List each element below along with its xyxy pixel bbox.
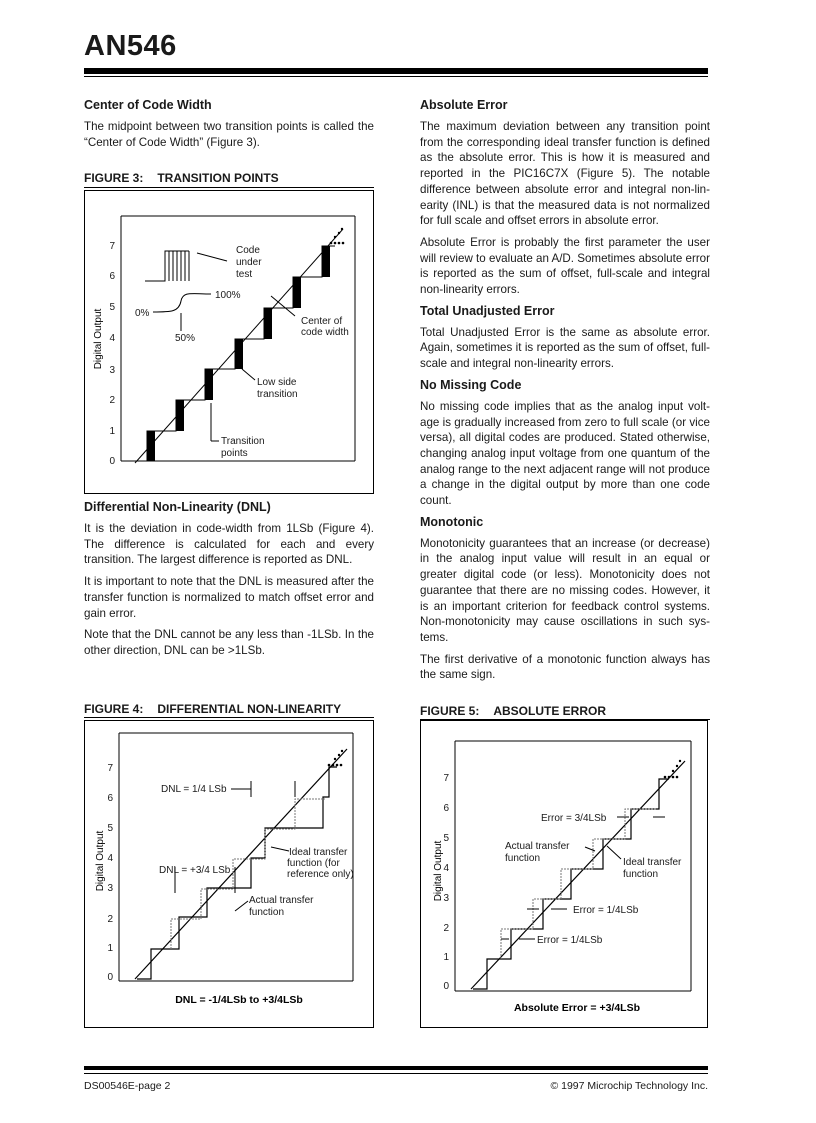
footer-copyright: © 1997 Microchip Technology Inc.: [550, 1080, 708, 1092]
figure-title: TRANSITION POINTS: [157, 171, 279, 185]
y-tick-label: 6: [109, 271, 115, 282]
figure-3-box: [84, 190, 374, 494]
y-axis-label: Digital Output: [93, 308, 104, 370]
y-tick-label: 2: [443, 923, 449, 934]
section-heading-no-missing-code: No Missing Code: [420, 377, 522, 392]
section-heading-monotonic: Monotonic: [420, 514, 484, 529]
header-rule: [84, 68, 708, 74]
annotation-transition-points: Transition: [221, 436, 265, 447]
leader-line: [242, 369, 255, 380]
annotation-code: Code: [236, 245, 260, 256]
actual-transfer-function: [473, 779, 669, 989]
y-tick-label: 4: [107, 853, 113, 864]
annotation-actual-2: function: [505, 853, 541, 864]
y-tick-label: 3: [107, 883, 113, 894]
section-heading-total-unadjusted-error: Total Unadjusted Error: [420, 303, 555, 318]
annotation-ideal-1: Ideal transfer: [289, 847, 348, 858]
annotation-dnl-three-quarter: DNL = +3/4 LSb: [159, 865, 231, 876]
y-tick-label: 7: [107, 763, 113, 774]
y-tick-label: 7: [443, 773, 449, 784]
annotation-actual-1: Actual transfer: [249, 895, 314, 906]
leader-line: [235, 901, 248, 911]
right-column: [420, 98, 710, 689]
section-heading-absolute-error: Absolute Error: [420, 98, 508, 112]
footer-rule-thin: [84, 1073, 708, 1074]
annotation-test: test: [236, 269, 253, 280]
annotation-ideal-1: Ideal transfer: [623, 857, 682, 868]
y-axis-label: Digital Output: [433, 840, 444, 902]
figure-title: ABSOLUTE ERROR: [493, 704, 607, 718]
leader-line: [271, 847, 289, 851]
figure-4-subcaption: DNL = -1/4LSb to +3/4LSb: [175, 994, 303, 1006]
figure-rule: [84, 187, 374, 188]
y-tick-label: 1: [107, 943, 113, 954]
left-column-lower: [84, 500, 374, 665]
footer-page-id: DS00546E-page 2: [84, 1080, 171, 1092]
paragraph: It is the deviation in code-width from 1LSb (Figure 4). The difference is calculated for each and every transition. The largest difference is reported as DNL.: [84, 522, 374, 567]
annotation-error-quarter-a: Error = 1/4LSb: [573, 905, 639, 916]
annotation-100-percent: 100%: [215, 290, 241, 301]
figure-5-chart: [421, 721, 707, 1027]
annotation-under: under: [236, 257, 262, 268]
paragraph: Total Unadjusted Error is the same as absolute error. Again, sometimes it is reported as the sum of offset, full-scale and integral non-linearity errors.: [420, 325, 710, 371]
transition-bar: [205, 369, 213, 400]
y-tick-label: 3: [109, 365, 115, 376]
y-tick-label: 1: [109, 426, 115, 437]
code-under-test-outline: [145, 251, 189, 281]
figure-4-box: [84, 720, 374, 1028]
annotation-actual-1: Actual transfer: [505, 841, 570, 852]
paragraph: The maximum deviation between any transition point from the corresponding ideal transfer function is defined as the absolute error. This is how it is measured and reported in the PIC16C7X (Figure 5). The notable difference between absolute error and integral non-lin-earity (INL) is that the measured data is not normalized for full scale and offset errors in absolute error.: [420, 120, 710, 228]
figure-number: FIGURE 4:: [84, 702, 144, 716]
figure-5-caption: [420, 704, 620, 718]
y-tick-label: 1: [443, 952, 449, 963]
figure-5-box: [420, 720, 708, 1028]
y-tick-label: 6: [443, 803, 449, 814]
annotation-center: Center of: [301, 316, 343, 327]
annotation-ideal-3: reference only): [287, 869, 354, 880]
paragraph: The midpoint between two transition points is called the “Center of Code Width” (Figure 3).: [84, 120, 374, 149]
paragraph: The first derivative of a monotonic function always has the same sign.: [420, 652, 710, 682]
figure-rule: [84, 717, 374, 718]
y-tick-label: 5: [443, 833, 449, 844]
y-tick-label: 6: [107, 793, 113, 804]
annotation-dnl-quarter: DNL = 1/4 LSb: [161, 784, 227, 795]
annotation-points: points: [221, 448, 248, 459]
y-tick-label: 4: [443, 863, 449, 874]
figure-5-subcaption: Absolute Error = +3/4LSb: [513, 1002, 641, 1014]
annotation-transition: transition: [257, 389, 298, 400]
figure-number: FIGURE 3:: [84, 171, 144, 185]
y-tick-label: 5: [109, 302, 115, 313]
figure-3-caption: [84, 171, 293, 185]
y-tick-label: 7: [109, 241, 115, 252]
footer-rule: [84, 1066, 708, 1070]
y-tick-label: 4: [109, 333, 115, 344]
figure-number: FIGURE 5:: [420, 704, 480, 718]
header-rule-thin: [84, 76, 708, 77]
annotation-low-side: Low side: [257, 377, 297, 388]
leader-line: [197, 253, 227, 261]
annotation-ideal-2: function: [623, 869, 659, 880]
paragraph: It is important to note that the DNL is measured after the transfer function is normalized to match offset error and gain error.: [84, 575, 374, 620]
y-tick-label: 0: [109, 456, 115, 467]
section-heading-dnl: Differential Non-Linearity (DNL): [84, 500, 271, 514]
y-tick-label: 3: [443, 893, 449, 904]
figure-title: DIFFERENTIAL NON-LINEARITY: [157, 702, 342, 716]
paragraph: Note that the DNL cannot be any less than -1LSb. In the other direction, DNL can be >1LSb.: [84, 628, 374, 657]
annotation-code-width: code width: [301, 327, 349, 338]
left-column: [84, 98, 374, 156]
figure-3-chart: [85, 191, 373, 493]
paragraph: Monotonicity guarantees that an increase (or decrease) in the analog input value will result in an equal or greater digital code (or less). Monotonicity does not guarantee that there are no missing codes. However, it is an important criterion for feedback control systems. Non-monotonicity may cause oscillations in such sys-tems.: [420, 536, 710, 644]
section-heading-center-of-code-width: Center of Code Width: [84, 98, 212, 112]
annotation-actual-2: function: [249, 907, 285, 918]
annotation-error-quarter-b: Error = 1/4LSb: [537, 935, 603, 946]
annotation-0-percent: 0%: [135, 308, 150, 319]
transition-bar: [147, 431, 155, 461]
paragraph: Absolute Error is probably the first parameter the user will review to evaluate an A/D. Sometimes absolute error is reported as the sum of offset, full-scale and integral non-linearity errors.: [420, 235, 710, 297]
paragraph: No missing code implies that as the analog input volt-age is gradually increased from zero to full scale (or vice versa), all digital codes are produced. Stated otherwise, changing analog input voltage from one quantum of the analog range to the next adjacent range will not produce a change in the digital output by more than one code count.: [420, 399, 710, 508]
y-tick-label: 2: [109, 395, 115, 406]
y-tick-label: 5: [107, 823, 113, 834]
figure-4-caption: [84, 702, 355, 716]
y-axis-label: Digital Output: [95, 830, 106, 892]
s-curve: [153, 294, 211, 312]
transition-bar: [293, 277, 301, 308]
y-tick-label: 2: [107, 914, 113, 925]
annotation-error-three-quarter: Error = 3/4LSb: [541, 813, 607, 824]
figure-4-chart: [85, 721, 373, 1027]
y-tick-label: 0: [107, 972, 113, 983]
document-title: AN546: [84, 30, 177, 62]
leader-line: [607, 846, 621, 859]
y-tick-label: 0: [443, 981, 449, 992]
annotation-50-percent: 50%: [175, 333, 196, 344]
annotation-ideal-2: function (for: [287, 858, 340, 869]
